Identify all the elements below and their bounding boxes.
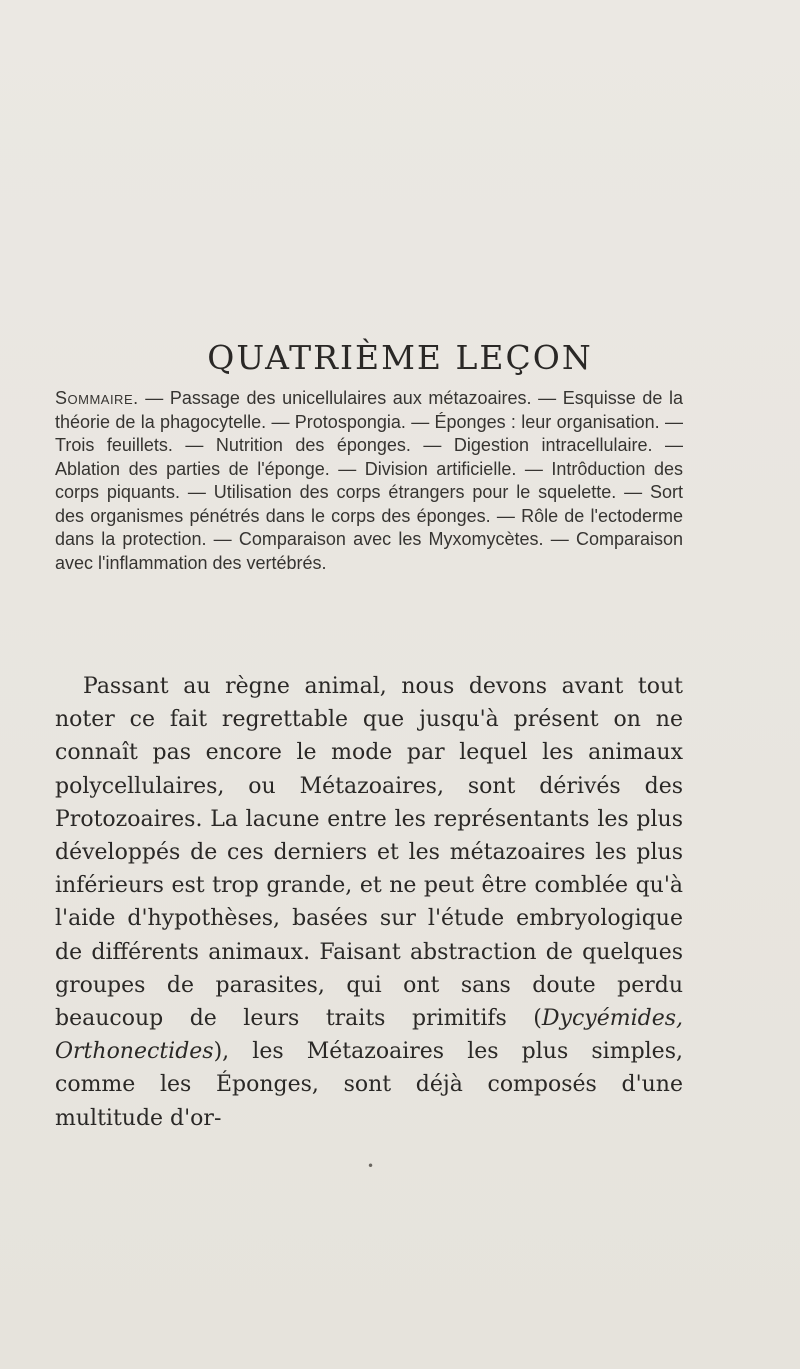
- paragraph-italic-names: Dycyémides, Orthonectides: [55, 1006, 683, 1065]
- paragraph-text-end: ), les Métazoaires les plus simples, comme les Éponges, sont déjà composés d'une multitude d'or-: [55, 1039, 683, 1131]
- paragraph-text-start: Passant au règne animal, nous devons avant tout noter ce fait regrettable que jusqu'à présent on ne connaît pas encore le mode par lequel les animaux polycellulaires, ou Métazoaires, sont dérivés des Protozoaires. La lacune entre les représentants les plus développés de ces derniers et les métazoaires les plus inférieurs est trop grande, et ne peut être comblée qu'à l'aide d'hypothèses, basées sur l'étude embryologique de différents animaux. Faisant abstraction de quelques groupes de parasites, qui ont sans doute perdu beaucoup de leurs traits primitifs (: [55, 674, 683, 1032]
- summary-label: Sommaire.: [55, 388, 139, 408]
- body-paragraph: [55, 670, 683, 1135]
- lesson-heading: QUATRIÈME LEÇON: [207, 338, 593, 377]
- summary-block: [55, 387, 683, 575]
- summary-text: — Passage des unicellulaires aux métazoaires. — Esquisse de la théorie de la phagocytelle. — Protospongia. — Éponges : leur organisation. — Trois feuillets. — Nutrition des éponges. — Digestion intracellulaire. — Ablation des parties de l'éponge. — Division artificielle. — Intrôduction des corps piquants. — Utilisation des corps étrangers pour le squelette. — Sort des organismes pénétrés dans le corps des éponges. — Rôle de l'ectoderme dans la protection. — Comparaison avec les Myxomycètes. — Comparaison avec l'inflammation des vertébrés.: [55, 388, 683, 573]
- stray-mark: •: [367, 1159, 375, 1173]
